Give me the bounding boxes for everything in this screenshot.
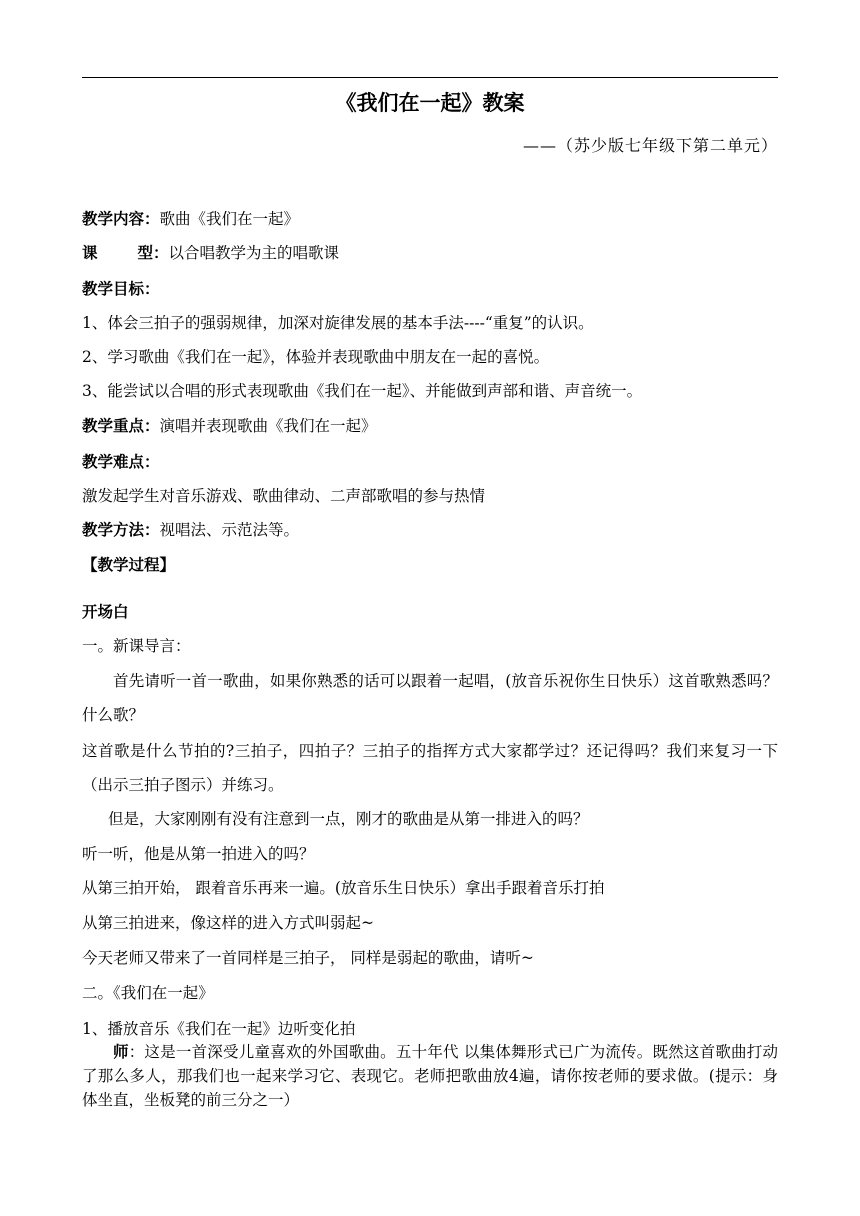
section1-heading: 一。新课导言：: [82, 637, 191, 655]
line-4: 听一听，他是从第一拍进入的吗？: [82, 845, 315, 863]
process-heading: 【教学过程】: [82, 556, 176, 574]
type-row: [82, 242, 782, 264]
method-label: 教学方法：: [82, 521, 160, 539]
line-5: 从第三拍开始， 跟着音乐再来一遍。(放音乐生日快乐）拿出手跟着音乐打拍: [82, 879, 605, 897]
teacher-paragraph: [82, 1040, 778, 1112]
page-title: 《我们在一起》教案: [335, 91, 525, 115]
method-row: [82, 519, 782, 541]
method-value: 视唱法、示范法等。: [159, 521, 300, 539]
teacher-text: ：这是一首深受儿童喜欢的外国歌曲。五十年代 以集体舞形式已广为流传。既然这首歌曲打动了那么多人，那我们也一起来学习它、表现它。老师把歌曲放4遍，请你按老师的要求做。(提示：身体坐直，坐板凳的前三分之一）: [82, 1043, 778, 1109]
goal-item-3: 3、能尝试以合唱的形式表现歌曲《我们在一起》、并能做到声部和谐、声音统一。: [82, 382, 643, 400]
paragraph-1: 首先请听一首一歌曲，如果你熟悉的话可以跟着一起唱，(放音乐祝你生日快乐）这首歌熟悉吗？什么歌？: [82, 672, 778, 724]
paragraph-2: 这首歌是什么节拍的?三拍子，四拍子？三拍子的指挥方式大家都学过？还记得吗？我们来复习一下（出示三拍子图示）并练习。: [82, 742, 778, 794]
difficulty-label: 教学难点：: [82, 453, 160, 471]
content-row: [82, 208, 782, 230]
goal-item-2: 2、学习歌曲《我们在一起》，体验并表现歌曲中朋友在一起的喜悦。: [82, 348, 550, 366]
line-3: 但是，大家刚刚有没有注意到一点，刚才的歌曲是从第一排进入的吗？: [108, 810, 589, 828]
content-label: 教学内容：: [82, 210, 160, 228]
section2-heading: 二。《我们在一起》: [82, 984, 214, 1002]
opening-heading: 开场白: [82, 603, 129, 621]
content-value: 歌曲《我们在一起》: [159, 210, 300, 228]
page-subtitle: ——（苏少版七年级下第二单元）: [522, 136, 778, 155]
goal-item-1: 1、体会三拍子的强弱规律，加深对旋律发展的基本手法----“重复”的认识。: [82, 314, 594, 332]
type-value: 以合唱教学为主的唱歌课: [168, 244, 340, 262]
type-label-a: 课: [82, 244, 98, 262]
header-rule: [82, 77, 778, 78]
difficulty-value: 激发起学生对音乐游戏、歌曲律动、二声部歌唱的参与热情: [82, 487, 486, 505]
teacher-label: 师: [113, 1043, 129, 1061]
line-7: 今天老师又带来了一首同样是三拍子， 同样是弱起的歌曲，请听~: [82, 949, 534, 967]
type-label-b: 型：: [137, 244, 169, 262]
key-label: 教学重点：: [82, 417, 160, 435]
key-value: 演唱并表现歌曲《我们在一起》: [159, 417, 377, 435]
line-6: 从第三拍进来，像这样的进入方式叫弱起~: [82, 914, 374, 932]
goals-label: 教学目标：: [82, 280, 160, 298]
key-row: [82, 415, 782, 437]
step-1: 1、播放音乐《我们在一起》边听变化拍: [82, 1020, 356, 1038]
